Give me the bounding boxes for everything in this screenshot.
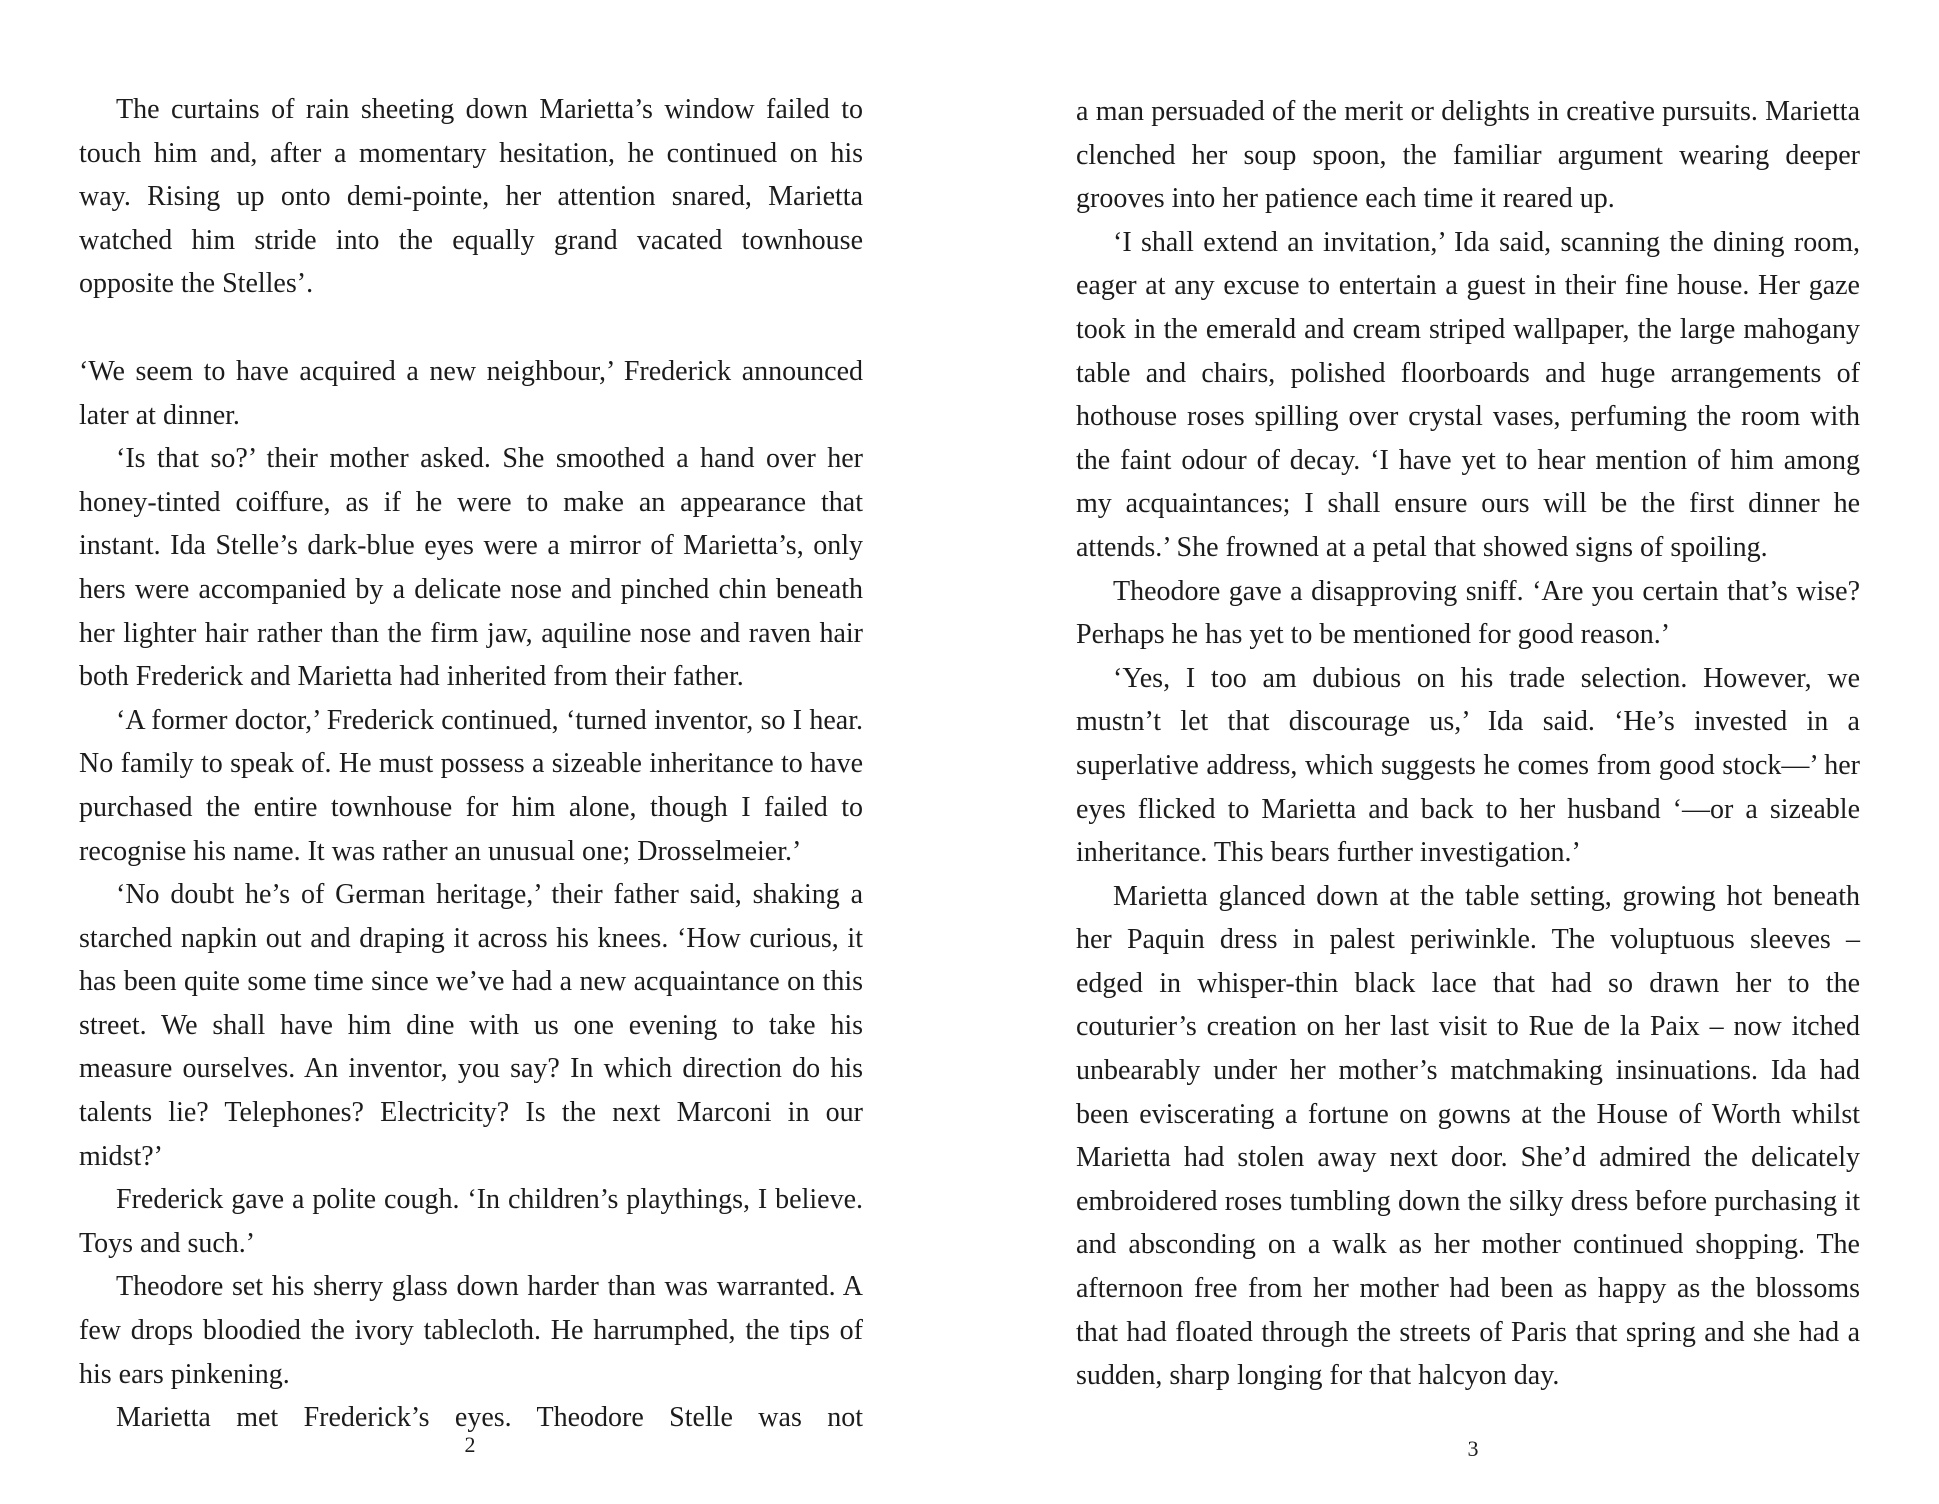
paragraph: Frederick gave a polite cough. ‘In children’s playthings, I believe. Toys and such.’ — [79, 1184, 863, 1259]
paragraph: ‘No doubt he’s of German heritage,’ their father said, shaking a starched napkin out and draping it across his knees. ‘How curious, it has been quite some time since we’ve had a new acquaintance on this street. We shall have him dine with us one evening to take his measure ourselves. An inventor, you say? In which direction do his talents lie? Telephones? Electricity? Is the next Marconi in our midst?’ — [79, 879, 863, 1172]
page-number: 2 — [464, 1432, 476, 1457]
paragraph: Marietta glanced down at the table setting, growing hot beneath her Paquin dress in palest periwinkle. The voluptuous sleeves – edged in whisper-thin black lace that had so drawn her to the couturier’s creation on her last visit to Rue de la Paix – now itched unbearably under her mother’s matchmaking insinuations. Ida had been eviscerating a fortune on gowns at the House of Worth whilst Marietta had stolen away next door. She’d admired the delicately embroidered roses tumbling down the silky dress before purchasing it and absconding on a walk as her mother continued shopping. The afternoon free from her mother had been as happy as the blossoms that had floated through the streets of Paris that spring and she had a sudden, sharp longing for that halcyon day. — [1076, 880, 1860, 1392]
right-page — [969, 0, 1939, 1504]
right-page-body — [1076, 90, 1860, 1398]
left-page-body — [79, 88, 863, 1440]
paragraph: Theodore set his sherry glass down harder than was warranted. A few drops bloodied the ivory tablecloth. He harrumphed, the tips of his ears pinkening. — [79, 1271, 863, 1390]
paragraph: a man persuaded of the merit or delights in creative pursuits. Marietta clenched her soup spoon, the familiar argument wearing deeper grooves into her patience each time it reared up. — [1076, 96, 1860, 215]
paragraph: ‘I shall extend an invitation,’ Ida said, scanning the dining room, eager at any excuse to entertain a guest in their fine house. Her gaze took in the emerald and cream striped wallpaper, the large mahogany table and chairs, polished floorboards and huge arrangements of hothouse roses spilling over crystal vases, perfuming the room with the faint odour of decay. ‘I have yet to hear mention of him among my acquaintances; I shall ensure ours will be the first dinner he attends.’ She frowned at a petal that showed signs of spoiling. — [1076, 226, 1860, 563]
page-number: 3 — [1467, 1436, 1479, 1461]
paragraph: ‘Is that so?’ their mother asked. She smoothed a hand over her honey-tinted coiffure, as if he were to make an appearance that instant. Ida Stelle’s dark-blue eyes were a mirror of Marietta’s, only hers were accompanied by a delicate nose and pinched chin beneath her lighter hair rather than the firm jaw, aquiline nose and raven hair both Frederick and Marietta had inherited from their father. — [79, 443, 863, 693]
left-page — [0, 0, 969, 1504]
paragraph: Theodore gave a disapproving sniff. ‘Are you certain that’s wise? Perhaps he has yet to be mentioned for good reason.’ — [1076, 575, 1860, 651]
paragraph: ‘A former doctor,’ Frederick continued, ‘turned inventor, so I hear. No family to speak of. He must possess a sizeable inheritance to have purchased the entire townhouse for him alone, though I failed to recognise his name. It was rather an unusual one; Drosselmeier.’ — [79, 704, 863, 867]
paragraph: ‘We seem to have acquired a new neighbour,’ Frederick announced later at dinner. — [79, 355, 863, 431]
paragraph: Marietta met Frederick’s eyes. Theodore Stelle was not — [116, 1402, 863, 1434]
paragraph: The curtains of rain sheeting down Marietta’s window failed to touch him and, after a momentary hesitation, he continued on his way. Rising up onto demi-pointe, her attention snared, Marietta watched him stride into the equally grand vacated townhouse opposite the Stelles’. — [79, 94, 863, 300]
paragraph: ‘Yes, I too am dubious on his trade selection. However, we mustn’t let that discourage us,’ Ida said. ‘He’s invested in a superlative address, which suggests he comes from good stock—’ her eyes flicked to Marietta and back to her husband ‘—or a sizeable inheritance. This bears further investigation.’ — [1076, 662, 1860, 869]
